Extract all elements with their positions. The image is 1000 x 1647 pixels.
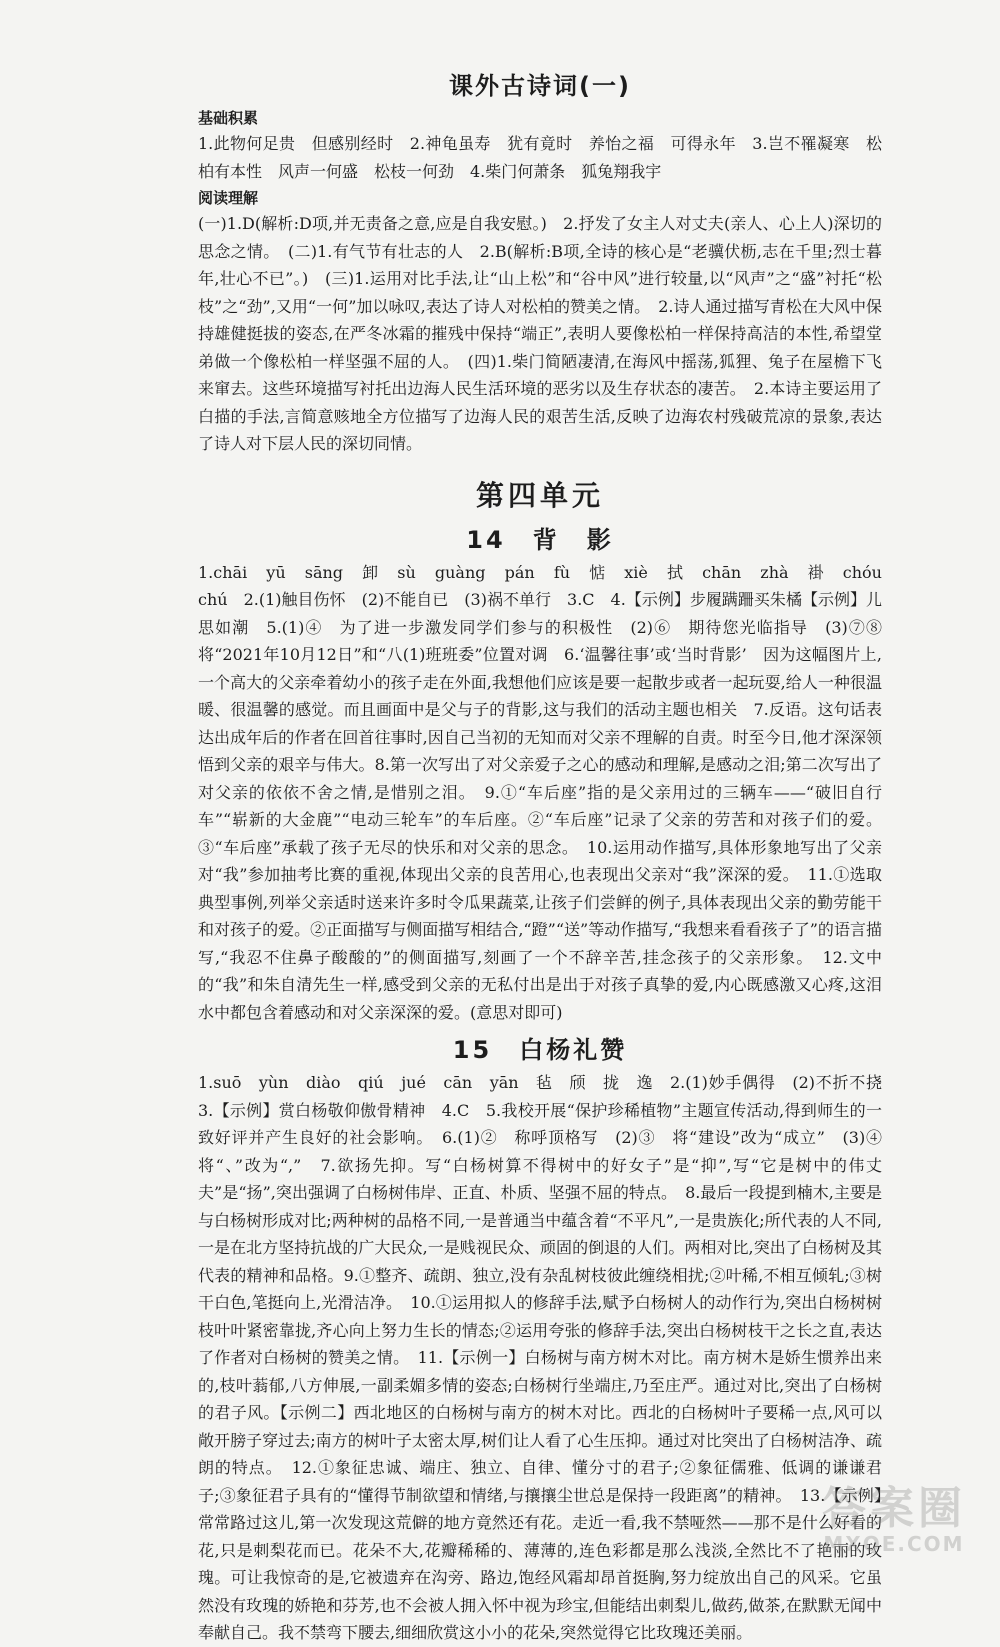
unit-title: 第四单元 xyxy=(198,474,882,514)
lesson-14-answers: 1.chāi yū sāng 卸 sù guàng pán fù 惦 xiè 拭 chān zhà 褂 chóu chú 2.(1)触目伤怀 (2)不能自已 (3)祸不单行 3.C 4.【示例】步履蹒跚买朱橘【示例】儿思如潮 5.(1)④ 为了进一步激发同学们参与的积极性 (2)⑥ 期待您光临指导 (3)⑦⑧ 将“2021年10月12日”和“八(1)班班委”位置对调 6.‘温馨往事’或‘当时背影’ 因为这幅图片上,一个高大的父亲牵着幼小的孩子走在外面,我想他们应该是要一起散步或者一起玩耍,给人一种很温暖、很温馨的感觉。而且画面中是父与子的背影,这与我们的活动主题也相关 7.反语。这句话表达出成年后的作者在回首往事时,因自己当初的无知而对父亲不理解的自责。时至今日,他才深深领悟到父亲的艰辛与伟大。8.第一次写出了对父亲爱子之心的感动和理解,是感动之泪;第二次写出了对父亲的依依不舍之情,是惜别之泪。 9.①“车后座”指的是父亲用过的三辆车——“破旧自行车”“崭新的大金鹿”“电动三轮车”的车后座。②“车后座”记录了父亲的劳苦和对孩子们的爱。③“车后座”承载了孩子无尽的快乐和对父亲的思念。 10.运用动作描写,具体形象地写出了父亲对“我”参加抽考比赛的重视,体现出父亲的良苦用心,也表现出父亲对“我”深深的爱。 11.①选取典型事例,列举父亲适时送来许多时令瓜果蔬菜,让孩子们尝鲜的例子,具体表现出父亲的勤劳能干和对孩子的爱。②正面描写与侧面描写相结合,“蹬”“送”等动作描写,“我想来看看孩子了”的语言描写,“我忍不住鼻子酸酸的”的侧面描写,刻画了一个不辞辛苦,挂念孩子的父亲形象。 12.文中的“我”和朱自清先生一样,感受到父亲的无私付出是出于对孩子真挚的爱,内心既感激又心疼,这泪水中都包含着感动和对父亲深深的爱。(意思对即可) xyxy=(198,559,882,1027)
basic-accumulation-label: 基础积累 xyxy=(198,107,882,128)
reading-comprehension-label: 阅读理解 xyxy=(198,187,882,208)
watermark-logo: 答案圈 xyxy=(800,1484,988,1534)
reading-comprehension-answers: (一)1.D(解析:D项,并无责备之意,应是自我安慰。) 2.抒发了女主人对丈夫(亲人、心上人)深切的思念之情。 (二)1.有气节有壮志的人 2.B(解析:B项,全诗的核心是“老骥伏枥,志在千里;烈士暮年,壮心不已”。) (三)1.运用对比手法,让“山上松”和“谷中风”进行较量,以“风声”之“盛”衬托“松枝”之“劲”,又用“一何”加以咏叹,表达了诗人对松柏的赞美之情。 2.诗人通过描写青松在大风中保持雄健挺拔的姿态,在严冬冰霜的摧残中保持“端正”,表明人要像松柏一样保持高洁的本性,希望堂弟做一个像松柏一样坚强不屈的人。 (四)1.柴门简陋凄清,在海风中摇荡,狐狸、兔子在屋檐下飞来窜去。这些环境描写衬托出边海人民生活环境的恶劣以及生存状态的凄苦。 2.本诗主要运用了白描的手法,言简意赅地全方位描写了边海人民的艰苦生活,反映了边海农村残破荒凉的景象,表达了诗人对下层人民的深切同情。 xyxy=(198,210,882,458)
lesson-15-title: 15 白杨礼赞 xyxy=(198,1030,882,1065)
basic-accumulation-answers: 1.此物何足贵 但感别经时 2.神龟虽寿 犹有竟时 养怡之福 可得永年 3.岂不罹凝寒 松柏有本性 风声一何盛 松枝一何劲 4.柴门何萧条 狐兔翔我宇 xyxy=(198,130,882,185)
section-title-extra-poems: 课外古诗词(一) xyxy=(198,66,882,101)
lesson-15-answers: 1.suō yùn diào qiú jué cān yān 毡 颀 拢 逸 2.(1)妙手偶得 (2)不折不挠 3.【示例】赏白杨敬仰傲骨精神 4.C 5.我校开展“保护珍稀植物”主题宣传活动,得到师生的一致好评并产生良好的社会影响。 6.(1)② 称呼顶格写 (2)③ 将“建设”改为“成立” (3)④ 将“、”改为“,” 7.欲扬先抑。写“白杨树算不得树中的好女子”是“抑”,写“它是树中的伟丈夫”是“扬”,突出强调了白杨树伟岸、正直、朴质、坚强不屈的特点。 8.最后一段提到楠木,主要是与白杨树形成对比;两种树的品格不同,一是普通当中蕴含着“不平凡”,一是贵族化;所代表的人不同,一是在北方坚持抗战的广大民众,一是贱视民众、顽固的倒退的人们。两相对比,突出了白杨树及其代表的精神和品格。9.①整齐、疏朗、独立,没有杂乱树枝彼此缠绕相扰;②叶稀,不相互倾轧;③树干白色,笔挺向上,光滑洁净。 10.①运用拟人的修辞手法,赋予白杨树人的动作行为,突出白杨树树枝叶叶紧密靠拢,齐心向上努力生长的情态;②运用夸张的修辞手法,突出白杨树枝干之长之直,表达了作者对白杨树的赞美之情。 11.【示例一】白杨树与南方树木对比。南方树木是娇生惯养出来的,枝叶蓊郁,八方伸展,一副柔媚多情的姿态;白杨树行坐端庄,乃至庄严。通过对比,突出了白杨树的君子风。【示例二】西北地区的白杨树与南方的树木对比。西北的白杨树叶子要稀一点,风可以敞开膀子穿过去;南方的树叶子太密太厚,树们让人看了心生压抑。通过对比突出了白杨树洁净、疏朗的特点。 12.①象征忠诚、端庄、独立、自律、懂分寸的君子;②象征儒雅、低调的谦谦君子;③象征君子具有的“懂得节制欲望和情绪,与攘攘尘世总是保持一段距离”的精神。 13.【示例】常常路过这儿,第一次发现这荒僻的地方竟然还有花。走近一看,我不禁哑然——那不是什么好看的花,只是刺梨花而已。花朵不大,花瓣稀稀的、薄薄的,连色彩都是那么浅淡,全然比不了艳丽的玫瑰。可让我惊奇的是,它被遗弃在沟旁、路边,饱经风霜却昂首挺胸,努力绽放出自己的风采。它虽然没有玫瑰的娇艳和芬芳,也不会被人拥入怀中视为珍宝,但能结出刺梨儿,做药,做茶,在默默无闻中奉献自己。我不禁弯下腰去,细细欣赏这小小的花朵,突然觉得它比玫瑰还美丽。 xyxy=(198,1069,882,1647)
watermark-site: MXQE.COM xyxy=(800,1534,988,1554)
lesson-14-title: 14 背 影 xyxy=(198,520,882,555)
site-watermark xyxy=(800,1484,988,1552)
